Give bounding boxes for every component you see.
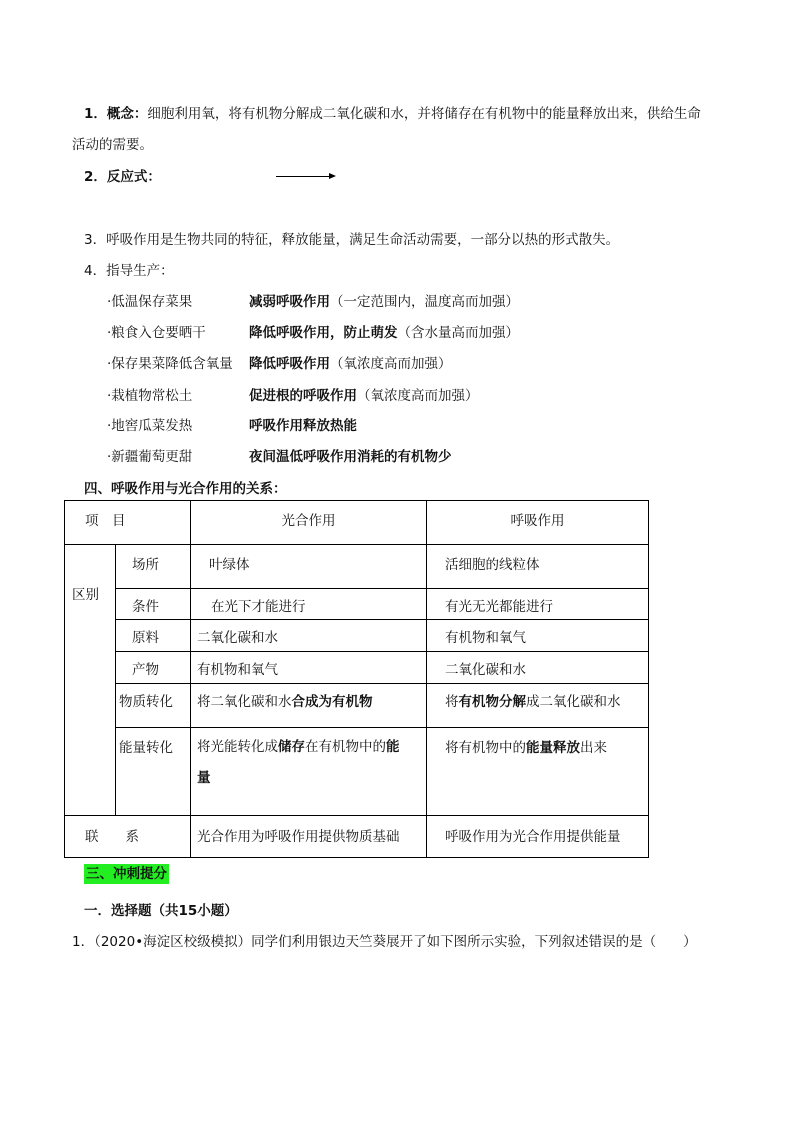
header-respiration: 呼吸作用 [427, 501, 649, 545]
cell-resp-place: 活细胞的线粒体 [427, 545, 649, 589]
cell-resp-matter: 将有机物分解成二氧化碳和水 [427, 684, 649, 728]
cell-resp-link: 呼吸作用为光合作用提供能量 [427, 816, 649, 858]
cell-resp-product: 二氧化碳和水 [427, 652, 649, 684]
cell-resp-raw: 有机物和氧气 [427, 620, 649, 652]
row-label-matter: 物质转化 [116, 684, 191, 728]
cell-photo-condition: 在光下才能进行 [191, 589, 427, 620]
item-4: 4．指导生产： [84, 263, 174, 279]
cell-photo-link: 光合作用为呼吸作用提供物质基础 [191, 816, 427, 858]
guide-note: （一定范围内，温度高而加强） [330, 294, 519, 310]
cell-resp-condition: 有光无光都能进行 [427, 589, 649, 620]
guide-reason: 降低呼吸作用 [249, 356, 330, 372]
guide-reason: 降低呼吸作用，防止萌发 [249, 325, 398, 341]
section-3-title: 三、冲刺提分 [86, 866, 167, 882]
row-label-product: 产物 [116, 652, 191, 684]
guide-note: （氧浓度高而加强） [357, 388, 479, 404]
concept-number: 1．概念： [84, 106, 148, 122]
concept-line-1 [84, 102, 701, 122]
row-label-raw: 原料 [116, 620, 191, 652]
guide-note: （氧浓度高而加强） [330, 356, 452, 372]
cell-photo-raw: 二氧化碳和水 [191, 620, 427, 652]
cell-photo-place: 叶绿体 [191, 545, 427, 589]
guide-practice: ·地窖瓜菜发热 [107, 418, 193, 434]
header-photosynthesis: 光合作用 [191, 501, 427, 545]
cell-photo-energy: 将光能转化成储存在有机物中的能 量 [191, 728, 427, 816]
guide-note: （含水量高而加强） [397, 325, 519, 341]
header-item: 项 目 [65, 501, 191, 545]
guide-practice: ·低温保存菜果 [107, 294, 193, 310]
section-4-title: 四、呼吸作用与光合作用的关系： [84, 481, 287, 497]
reaction-arrow-icon [276, 176, 332, 177]
link-label: 联 系 [65, 816, 191, 858]
concept-text-1: 细胞利用氧，将有机物分解成二氧化碳和水，并将储存在有机物中的能量释放出来，供给生命 [147, 106, 701, 122]
concept-line-2: 活动的需要。 [72, 137, 153, 153]
guide-reason: 呼吸作用释放热能 [249, 418, 357, 434]
guide-practice: ·新疆葡萄更甜 [107, 449, 193, 465]
difference-label: 区别 [65, 545, 116, 816]
guide-reason: 夜间温低呼吸作用消耗的有机物少 [249, 449, 452, 465]
item-3: 3．呼吸作用是生物共同的特征，释放能量，满足生命活动需要，一部分以热的形式散失。 [84, 232, 620, 248]
row-label-place: 场所 [116, 545, 191, 589]
guide-practice: ·粮食入仓要晒干 [107, 325, 206, 341]
formula-label: 2．反应式： [84, 169, 161, 185]
cell-resp-energy: 将有机物中的能量释放出来 [427, 728, 649, 816]
row-label-condition: 条件 [116, 589, 191, 620]
guide-reason: 减弱呼吸作用 [249, 294, 330, 310]
row-label-energy: 能量转化 [116, 728, 191, 816]
guide-reason: 促进根的呼吸作用 [249, 388, 357, 404]
cell-photo-matter: 将二氧化碳和水合成为有机物 [191, 684, 427, 728]
choice-section-title: 一．选择题（共15小题） [84, 903, 238, 919]
guide-practice: ·栽植物常松土 [107, 388, 193, 404]
question-1: 1．（2020•海淀区校级模拟）同学们利用银边天竺葵展开了如下图所示实验，下列叙述错误的是（ ） [72, 934, 697, 950]
cell-photo-product: 有机物和氧气 [191, 652, 427, 684]
comparison-table [64, 500, 649, 858]
guide-practice: ·保存果菜降低含氧量 [107, 356, 233, 372]
